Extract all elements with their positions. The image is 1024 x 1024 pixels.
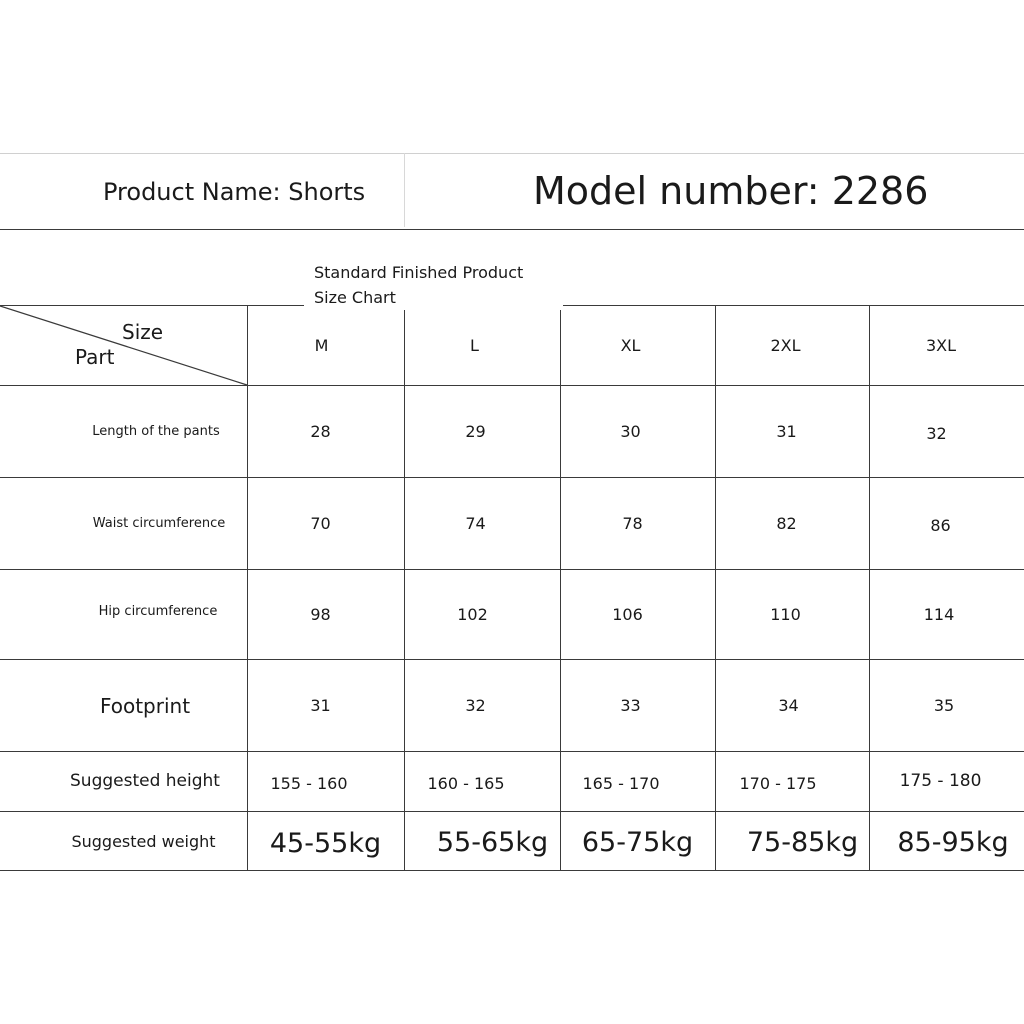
table-cell: 74 [465, 514, 486, 533]
row-label-height: Suggested height [70, 771, 220, 791]
table-cell: 34 [778, 696, 799, 715]
row-label-length: Length of the pants [92, 424, 220, 439]
table-cell: 65-75kg [581, 826, 694, 858]
table-cell: 85-95kg [897, 826, 1009, 858]
size-header-l: L [470, 336, 479, 355]
table-cell: 86 [930, 516, 951, 535]
size-header-3xl: 3XL [925, 336, 957, 355]
table-cell: 165 - 170 [582, 773, 660, 793]
table-cell: 175 - 180 [899, 771, 982, 791]
table-cell: 30 [620, 422, 641, 441]
chart-caption-line1: Standard Finished Product [314, 263, 524, 282]
table-cell: 155 - 160 [270, 773, 348, 793]
table-cell: 55-65kg [436, 826, 549, 858]
row-label-weight: Suggested weight [71, 831, 216, 851]
table-cell: 33 [620, 696, 641, 715]
table-cell: 170 - 175 [739, 773, 817, 793]
corner-diagonal [0, 305, 250, 387]
table-cell: 32 [926, 424, 947, 443]
row-label-hip: Hip circumference [98, 604, 218, 619]
product-name: Product Name: Shorts [103, 178, 366, 206]
table-cell: 160 - 165 [427, 773, 505, 793]
corner-part-label: Part [75, 345, 115, 369]
table-cell: 28 [310, 422, 331, 441]
table-cell: 45-55kg [269, 827, 382, 859]
table-cell: 98 [310, 605, 331, 624]
table-cell: 35 [933, 696, 955, 715]
top-border [0, 153, 1024, 154]
table-cell: 29 [465, 422, 486, 441]
table-cell: 106 [612, 605, 643, 624]
row-label-waist: Waist circumference [92, 516, 226, 531]
table-cell: 70 [310, 514, 331, 533]
table-cell: 110 [770, 605, 801, 624]
table-cell: 78 [622, 514, 643, 533]
corner-size-label: Size [122, 320, 164, 344]
row-label-footprint: Footprint [99, 693, 191, 718]
model-number: Model number: 2286 [533, 169, 929, 213]
table-cell: 82 [776, 514, 797, 533]
header-bottom-border [0, 229, 1024, 230]
table-cell: 114 [923, 605, 955, 624]
table-cell: 102 [457, 605, 488, 624]
table-cell: 75-85kg [746, 826, 859, 858]
table-cell: 31 [776, 422, 797, 441]
header-divider [404, 153, 405, 227]
chart-caption-line2: Size Chart [314, 288, 396, 307]
size-header-xl: XL [620, 336, 641, 355]
table-cell: 32 [465, 696, 486, 715]
size-header-m: M [314, 336, 329, 355]
table-cell: 31 [310, 696, 331, 715]
size-header-2xl: 2XL [770, 336, 801, 355]
